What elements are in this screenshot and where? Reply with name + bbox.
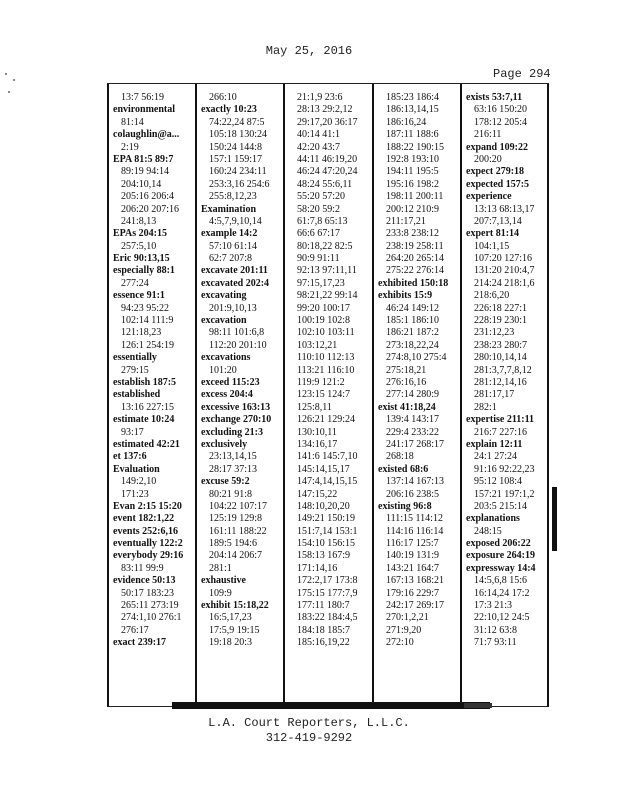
index-headword-entry: exist 41:18,24	[378, 401, 436, 413]
index-page-reference: 203:5 215:14	[474, 500, 528, 512]
index-page-reference: 114:16 116:14	[386, 525, 444, 537]
index-page-reference: 141:6 145:7,10	[297, 451, 358, 463]
index-page-reference: 161:11 188:22	[209, 525, 267, 537]
index-headword-entry: event 182:1,22	[113, 513, 175, 525]
index-headword-entry: explain 12:11	[466, 438, 523, 450]
transcript-date: May 25, 2016	[265, 44, 353, 58]
index-page-reference: 92:13 97:11,11	[297, 265, 357, 277]
index-page-reference: 154:10 156:15	[297, 538, 356, 550]
index-headword-entry: EPA 81:5 89:7	[113, 153, 174, 165]
index-page-reference: 58:20 59:2	[297, 203, 341, 215]
index-page-reference: 40:14 41:1	[297, 129, 341, 141]
index-page-reference: 276:16,16	[386, 376, 427, 388]
index-page-reference: 95:12 108:4	[474, 476, 523, 488]
index-page-reference: 80:21 91:8	[209, 488, 253, 500]
index-page-reference: 282:1	[474, 401, 497, 413]
index-page-reference: 280:10,14,14	[474, 352, 527, 364]
index-page-reference: 91:16 92:22,23	[474, 463, 535, 475]
index-headword-entry: environmental	[113, 104, 176, 116]
index-headword-entry: expert 81:14	[466, 228, 520, 240]
index-page-reference: 121:18,23	[121, 327, 162, 339]
index-headword-entry: expertise 211:11	[466, 414, 535, 426]
index-headword-entry: excessive 163:13	[201, 401, 271, 413]
index-page-reference: 171:23	[121, 488, 149, 500]
index-page-reference: 253:3,16 254:6	[209, 178, 270, 190]
index-headword-entry: existing 96:8	[378, 500, 432, 512]
index-page-reference: 216:11	[474, 129, 502, 141]
index-page-reference: 276:17	[121, 624, 149, 636]
index-headword-entry: excess 204:4	[201, 389, 253, 401]
index-page-reference: 266:10	[209, 92, 237, 103]
index-headword-entry: explanations	[466, 513, 520, 525]
scan-speck	[8, 91, 10, 93]
index-page-reference: 268:18	[386, 451, 414, 463]
index-headword-entry: essentially	[113, 352, 157, 364]
index-headword-entry: exhibited 150:18	[378, 277, 449, 289]
index-column-4	[376, 92, 462, 702]
index-page-reference: 13:13 68:13,17	[474, 203, 535, 215]
index-headword-entry: excavating	[201, 290, 247, 302]
index-headword-entry: exclusively	[201, 438, 248, 450]
index-column-2	[199, 92, 285, 702]
index-page-reference: 126:1 254:19	[121, 339, 175, 351]
index-page-reference: 185:1 186:10	[386, 315, 440, 327]
index-page-reference: 175:15 177:7,9	[297, 587, 358, 599]
index-page-reference: 200:20	[474, 153, 502, 165]
index-page-reference: 126:21 129:24	[297, 414, 356, 426]
index-page-reference: 110:10 112:13	[297, 352, 355, 364]
index-page-reference: 24:1 27:24	[474, 451, 518, 463]
index-headword-entry: excavations	[201, 352, 251, 364]
index-page-reference: 131:20 210:4,7	[474, 265, 535, 277]
index-page-reference: 46:24 47:20,24	[297, 166, 358, 178]
index-headword-entry: et 137:6	[113, 451, 147, 463]
index-page-reference: 116:17 125:7	[386, 538, 439, 550]
index-page-reference: 123:15 124:7	[297, 389, 351, 401]
index-page-reference: 13:16 227:15	[121, 401, 175, 413]
index-page-reference: 160:24 234:11	[209, 166, 267, 178]
index-page-reference: 275:18,21	[386, 364, 427, 376]
index-page-reference: 151:7,14 153:1	[297, 525, 358, 537]
index-page-reference: 48:24 55:6,11	[297, 178, 353, 190]
index-page-reference: 63:16 150:20	[474, 104, 528, 116]
index-page-reference: 186:16,24	[386, 116, 427, 128]
index-page-reference: 98:21,22 99:14	[297, 290, 358, 302]
court-reporter-phone: 312-419-9292	[265, 731, 353, 745]
index-headword-entry: Evaluation	[113, 463, 160, 475]
index-column-1	[111, 92, 197, 702]
scan-speck	[13, 79, 15, 81]
index-page-reference: 204:14 206:7	[209, 550, 263, 562]
index-page-reference: 143:21 164:7	[386, 562, 440, 574]
page-number: Page 294	[493, 67, 551, 81]
index-page-reference: 188:22 190:15	[386, 141, 445, 153]
index-page-reference: 281:17,17	[474, 389, 515, 401]
index-headword-entry: expand 109:22	[466, 141, 528, 153]
index-page-reference: 198:11 200:11	[386, 191, 444, 203]
index-headword-entry: estimated 42:21	[113, 438, 180, 450]
index-page-reference: 241:17 268:17	[386, 438, 445, 450]
index-page-reference: 178:12 205:4	[474, 116, 528, 128]
index-headword-entry: exceed 115:23	[201, 376, 260, 388]
index-page-reference: 98:11 101:6,8	[209, 327, 265, 339]
index-page-reference: 125:19 129:8	[209, 513, 263, 525]
index-page-reference: 277:14 280:9	[386, 389, 440, 401]
index-page-reference: 14:5,6,8 15:6	[474, 575, 528, 587]
index-page-reference: 157:1 159:17	[209, 153, 263, 165]
index-page-reference: 216:7 227:16	[474, 426, 528, 438]
index-headword-entry: evidence 50:13	[113, 575, 176, 587]
index-page-reference: 281:1	[209, 562, 232, 574]
index-page-reference: 204:10,14	[121, 178, 162, 190]
index-headword-entry: exact 239:17	[113, 637, 167, 649]
index-page-reference: 89:19 94:14	[121, 166, 170, 178]
index-page-reference: 80:18,22 82:5	[297, 240, 353, 252]
index-page-reference: 101:20	[209, 364, 237, 376]
index-page-reference: 184:18 185:7	[297, 624, 351, 636]
index-page-reference: 2:19	[121, 141, 139, 153]
index-page-reference: 207:7,13,14	[474, 215, 522, 227]
index-page-reference: 149:2,10	[121, 476, 157, 488]
index-page-reference: 81:14	[121, 116, 144, 128]
index-headword-entry: expected 157:5	[466, 178, 530, 190]
index-page-reference: 187:11 188:6	[386, 129, 439, 141]
index-headword-entry: exhaustive	[201, 575, 246, 587]
index-headword-entry: Eric 90:13,15	[113, 253, 170, 265]
index-page-reference: 189:5 194:6	[209, 538, 258, 550]
index-page-reference: 229:4 233:22	[386, 426, 440, 438]
index-page-reference: 145:14,15,17	[297, 463, 350, 475]
index-page-reference: 139:4 143:17	[386, 414, 440, 426]
index-page-reference: 172:2,17 173:8	[297, 575, 358, 587]
scan-edge-mark	[464, 703, 492, 708]
index-page-reference: 248:15	[474, 525, 502, 537]
index-page-reference: 277:24	[121, 277, 149, 289]
index-headword-entry: Evan 2:15 15:20	[113, 500, 182, 512]
index-page-reference: 241:8,13	[121, 215, 157, 227]
index-page-reference: 19:18 20:3	[209, 637, 253, 649]
index-page-reference: 50:17 183:23	[121, 587, 175, 599]
index-page-reference: 109:9	[209, 587, 232, 599]
index-page-reference: 61:7,8 65:13	[297, 215, 348, 227]
index-page-reference: 226:18 227:1	[474, 302, 528, 314]
index-page-reference: 103:12,21	[297, 339, 338, 351]
index-page-reference: 265:11 273:19	[121, 600, 179, 612]
index-headword-entry: example 14:2	[201, 228, 258, 240]
index-headword-entry: events 252:6,16	[113, 525, 178, 537]
index-page-reference: 158:13 167:9	[297, 550, 351, 562]
index-page-reference: 205:16 206:4	[121, 191, 175, 203]
index-page-reference: 102:10 103:11	[297, 327, 355, 339]
index-headword-entry: Examination	[201, 203, 257, 215]
index-page-reference: 29:17,20 36:17	[297, 116, 358, 128]
index-page-reference: 90:9 91:11	[297, 253, 340, 265]
index-page-reference: 270:1,2,21	[386, 612, 429, 624]
index-page-reference: 113:21 116:10	[297, 364, 355, 376]
index-page-reference: 28:17 37:13	[209, 463, 258, 475]
index-page-reference: 186:21 187:2	[386, 327, 440, 339]
index-page-reference: 31:12 63:8	[474, 624, 518, 636]
index-headword-entry: EPAs 204:15	[113, 228, 167, 240]
index-page-reference: 16:14,24 17:2	[474, 587, 530, 599]
index-page-reference: 99:20 100:17	[297, 302, 351, 314]
index-page-reference: 119:9 121:2	[297, 376, 345, 388]
index-page-reference: 102:14 111:9	[121, 315, 174, 327]
index-page-reference: 183:22 184:4,5	[297, 612, 358, 624]
index-page-reference: 83:11 99:9	[121, 562, 164, 574]
index-headword-entry: exchange 270:10	[201, 414, 272, 426]
index-page-reference: 100:19 102:8	[297, 315, 351, 327]
index-headword-entry: established	[113, 389, 161, 401]
index-page-reference: 148:10,20,20	[297, 500, 350, 512]
index-page-reference: 44:11 46:19,20	[297, 153, 358, 165]
index-page-reference: 107:20 127:16	[474, 253, 533, 265]
index-page-reference: 150:24 144:8	[209, 141, 263, 153]
index-headword-entry: exhibit 15:18,22	[201, 600, 269, 612]
index-page-reference: 272:10	[386, 637, 414, 649]
index-page-reference: 200:12 210:9	[386, 203, 440, 215]
index-page-reference: 281:3,7,7,8,12	[474, 364, 532, 376]
index-page-reference: 273:18,22,24	[386, 339, 439, 351]
index-headword-entry: expect 279:18	[466, 166, 525, 178]
index-page-reference: 57:10 61:14	[209, 240, 258, 252]
index-page-reference: 185:23 186:4	[386, 92, 440, 103]
index-page-reference: 4:5,7,9,10,14	[209, 215, 262, 227]
index-page-reference: 22:10,12 24:5	[474, 612, 530, 624]
index-page-reference: 177:11 180:7	[297, 600, 350, 612]
scan-speck	[5, 73, 7, 75]
index-page-reference: 149:21 150:19	[297, 513, 356, 525]
index-headword-entry: exposure 264:19	[466, 550, 535, 562]
index-page-reference: 42:20 43:7	[297, 141, 341, 153]
index-page-reference: 111:15 114:12	[386, 513, 443, 525]
index-page-reference: 275:22 276:14	[386, 265, 445, 277]
index-column-3	[287, 92, 373, 702]
index-page-reference: 104:1,15	[474, 240, 510, 252]
index-page-reference: 201:9,10,13	[209, 302, 257, 314]
index-page-reference: 167:13 168:21	[386, 575, 445, 587]
index-page-reference: 55:20 57:20	[297, 191, 346, 203]
index-headword-entry: estimate 10:24	[113, 414, 175, 426]
index-page-reference: 194:11 195:5	[386, 166, 439, 178]
index-page-reference: 71:7 93:11	[474, 637, 517, 649]
index-page-reference: 206:20 207:16	[121, 203, 180, 215]
index-page-reference: 28:13 29:2,12	[297, 104, 353, 116]
index-page-reference: 17:3 21:3	[474, 600, 513, 612]
index-page-reference: 112:20 201:10	[209, 339, 267, 351]
index-page-reference: 228:19 230:1	[474, 315, 528, 327]
index-page-reference: 74:22,24 87:5	[209, 116, 265, 128]
index-headword-entry: excavated 202:4	[201, 277, 270, 289]
index-headword-entry: eventually 122:2	[113, 538, 183, 550]
index-page-reference: 255:8,12,23	[209, 191, 257, 203]
scan-edge-bar	[172, 702, 490, 709]
index-column-5	[464, 92, 550, 702]
index-page-reference: 257:5,10	[121, 240, 157, 252]
index-headword-entry: everybody 29:16	[113, 550, 184, 562]
index-headword-entry: excluding 21:3	[201, 426, 263, 438]
index-page-reference: 238:19 258:11	[386, 240, 444, 252]
index-page-reference: 281:12,14,16	[474, 376, 527, 388]
index-page-reference: 134:16,17	[297, 438, 338, 450]
index-headword-entry: excuse 59:2	[201, 476, 250, 488]
index-page-reference: 211:17,21	[386, 215, 426, 227]
index-page-reference: 206:16 238:5	[386, 488, 440, 500]
index-headword-entry: existed 68:6	[378, 463, 429, 475]
index-page-reference: 231:12,23	[474, 327, 515, 339]
index-headword-entry: excavation	[201, 315, 247, 327]
index-page-reference: 214:24 218:1,6	[474, 277, 535, 289]
index-page-reference: 94:23 95:22	[121, 302, 170, 314]
index-page-reference: 93:17	[121, 426, 144, 438]
index-page-reference: 233:8 238:12	[386, 228, 440, 240]
index-page-reference: 242:17 269:17	[386, 600, 445, 612]
index-page-reference: 271:9,20	[386, 624, 422, 636]
index-headword-entry: exists 53:7,11	[466, 92, 523, 103]
index-page-reference: 147:4,14,15,15	[297, 476, 358, 488]
scrollbar-thumb[interactable]	[552, 487, 557, 551]
index-page-reference: 46:24 149:12	[386, 302, 440, 314]
court-reporter-name: L.A. Court Reporters, L.L.C.	[208, 716, 410, 730]
index-page-reference: 192:8 193:10	[386, 153, 440, 165]
index-headword-entry: exposed 206:22	[466, 538, 531, 550]
index-headword-entry: exactly 10:23	[201, 104, 257, 116]
index-page-reference: 97:15,17,23	[297, 277, 345, 289]
index-headword-entry: essence 91:1	[113, 290, 165, 302]
index-page-reference: 238:23 280:7	[474, 339, 528, 351]
index-page-reference: 274:8,10 275:4	[386, 352, 447, 364]
index-page-reference: 264:20 265:14	[386, 253, 445, 265]
index-headword-entry: expressway 14:4	[466, 562, 536, 574]
index-headword-entry: establish 187:5	[113, 376, 177, 388]
index-page-reference: 195:16 198:2	[386, 178, 440, 190]
index-page-reference: 66:6 67:17	[297, 228, 341, 240]
index-page-reference: 23:13,14,15	[209, 451, 257, 463]
index-page-reference: 105:18 130:24	[209, 129, 268, 141]
index-headword-entry: experience	[466, 191, 512, 203]
index-page-reference: 140:19 131:9	[386, 550, 440, 562]
index-headword-entry: colaughlin@a...	[113, 129, 180, 141]
index-headword-entry: exhibits 15:9	[378, 290, 433, 302]
index-page-reference: 16:5,17,23	[209, 612, 252, 624]
index-page-reference: 171:14,16	[297, 562, 338, 574]
index-headword-entry: especially 88:1	[113, 265, 175, 277]
index-page-reference: 137:14 167:13	[386, 476, 445, 488]
index-page-reference: 104:22 107:17	[209, 500, 268, 512]
index-page-reference: 147:15,22	[297, 488, 338, 500]
index-page-reference: 279:15	[121, 364, 149, 376]
index-page-reference: 186:13,14,15	[386, 104, 439, 116]
index-page-reference: 274:1,10 276:1	[121, 612, 182, 624]
column-divider	[107, 84, 109, 706]
index-headword-entry: excavate 201:11	[201, 265, 268, 277]
index-page-reference: 130:10,11	[297, 426, 337, 438]
word-index-frame	[107, 83, 549, 707]
index-page-reference: 62:7 207:8	[209, 253, 253, 265]
index-page-reference: 157:21 197:1,2	[474, 488, 535, 500]
index-page-reference: 13:7 56:19	[121, 92, 165, 103]
index-page-reference: 218:6,20	[474, 290, 510, 302]
index-page-reference: 185:16,19,22	[297, 637, 350, 649]
index-page-reference: 17:5,9 19:15	[209, 624, 260, 636]
index-page-reference: 21:1,9 23:6	[297, 92, 343, 103]
index-page-reference: 125:8,11	[297, 401, 332, 413]
index-page-reference: 179:16 229:7	[386, 587, 440, 599]
